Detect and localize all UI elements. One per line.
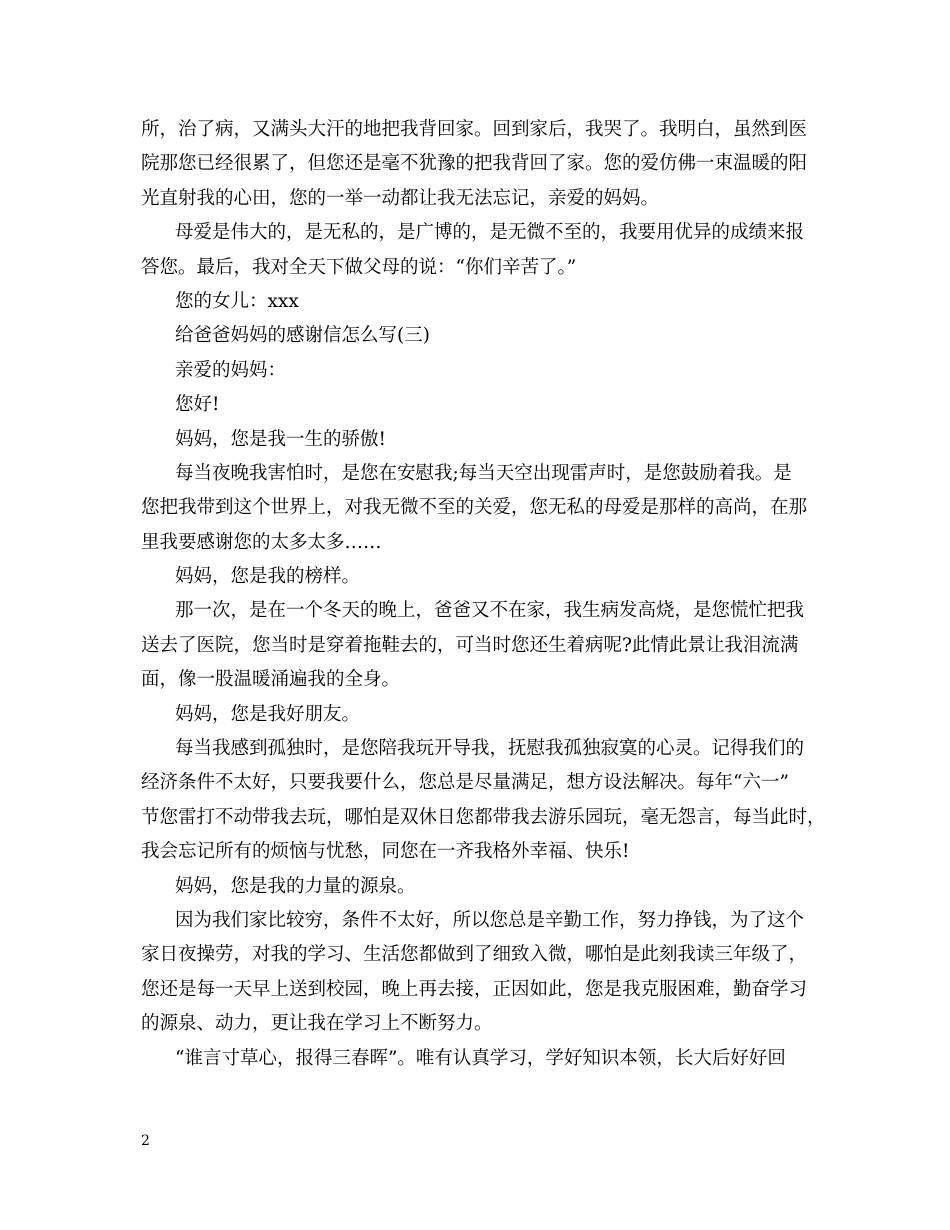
text-line: 母爱是伟大的，是无私的，是广博的，是无微不至的，我要用优异的成绩来报	[175, 222, 805, 244]
text-line: 亲爱的妈妈：	[175, 359, 287, 381]
text-line: 妈妈，您是我的榜样。	[175, 566, 361, 588]
text-line: 答您。最后，我对全天下做父母的说：“你们辛苦了。”	[141, 256, 577, 278]
text-line: 给爸爸妈妈的感谢信怎么写(三)	[175, 325, 430, 347]
letter-body	[141, 113, 826, 1076]
text-line: 那一次，是在一个冬天的晚上，爸爸又不在家，我生病发高烧，是您慌忙把我	[175, 600, 805, 622]
text-line: 里我要感谢您的太多太多……	[141, 531, 382, 553]
text-line: 光直射我的心田，您的一举一动都让我无法忘记，亲爱的妈妈。	[141, 187, 660, 209]
text-line: 妈妈，您是我的力量的源泉。	[175, 875, 416, 897]
text-line: 的源泉、动力，更让我在学习上不断努力。	[141, 1013, 493, 1035]
text-line: 家日夜操劳，对我的学习、生活您都做到了细致入微，哪怕是此刻我读三年级了，	[141, 944, 808, 966]
text-line: 您的女儿：xxx	[175, 290, 299, 312]
page-number: 2	[141, 1133, 150, 1149]
text-line: 因为我们家比较穷，条件不太好，所以您总是辛勤工作，努力挣钱，为了这个	[175, 909, 805, 931]
text-line: 妈妈，您是我好朋友。	[175, 703, 361, 725]
text-line: 妈妈，您是我一生的骄傲!	[175, 428, 386, 450]
text-line: “谁言寸草心，报得三春晖”。唯有认真学习，学好知识本领，长大后好好回	[175, 1047, 786, 1069]
text-line: 经济条件不太好，只要我要什么，您总是尽量满足，想方设法解决。每年“六一”	[141, 772, 789, 794]
text-line: 您好!	[175, 394, 220, 416]
text-line: 每当夜晚我害怕时，是您在安慰我;每当天空出现雷声时，是您鼓励着我。是	[175, 462, 792, 484]
text-line: 您还是每一天早上送到校园，晚上再去接，正因如此，您是我克服困难，勤奋学习	[141, 978, 808, 1000]
text-line: 院那您已经很累了，但您还是毫不犹豫的把我背回了家。您的爱仿佛一束温暖的阳	[141, 153, 808, 175]
text-line: 每当我感到孤独时，是您陪我玩开导我，抚慰我孤独寂寞的心灵。记得我们的	[175, 738, 805, 760]
text-line: 节您雷打不动带我去玩，哪怕是双休日您都带我去游乐园玩，毫无怨言，每当此时，	[141, 806, 826, 828]
text-line: 您把我带到这个世界上，对我无微不至的关爱，您无私的母爱是那样的高尚，在那	[141, 497, 808, 519]
text-line: 我会忘记所有的烦恼与忧愁，同您在一齐我格外幸福、快乐!	[141, 841, 630, 863]
text-line: 送去了医院，您当时是穿着拖鞋去的，可当时您还生着病呢?此情此景让我泪流满	[141, 634, 799, 656]
text-line: 面，像一股温暖涌遍我的全身。	[141, 669, 401, 691]
text-line: 所，治了病，又满头大汗的地把我背回家。回到家后，我哭了。我明白，虽然到医	[141, 119, 808, 140]
